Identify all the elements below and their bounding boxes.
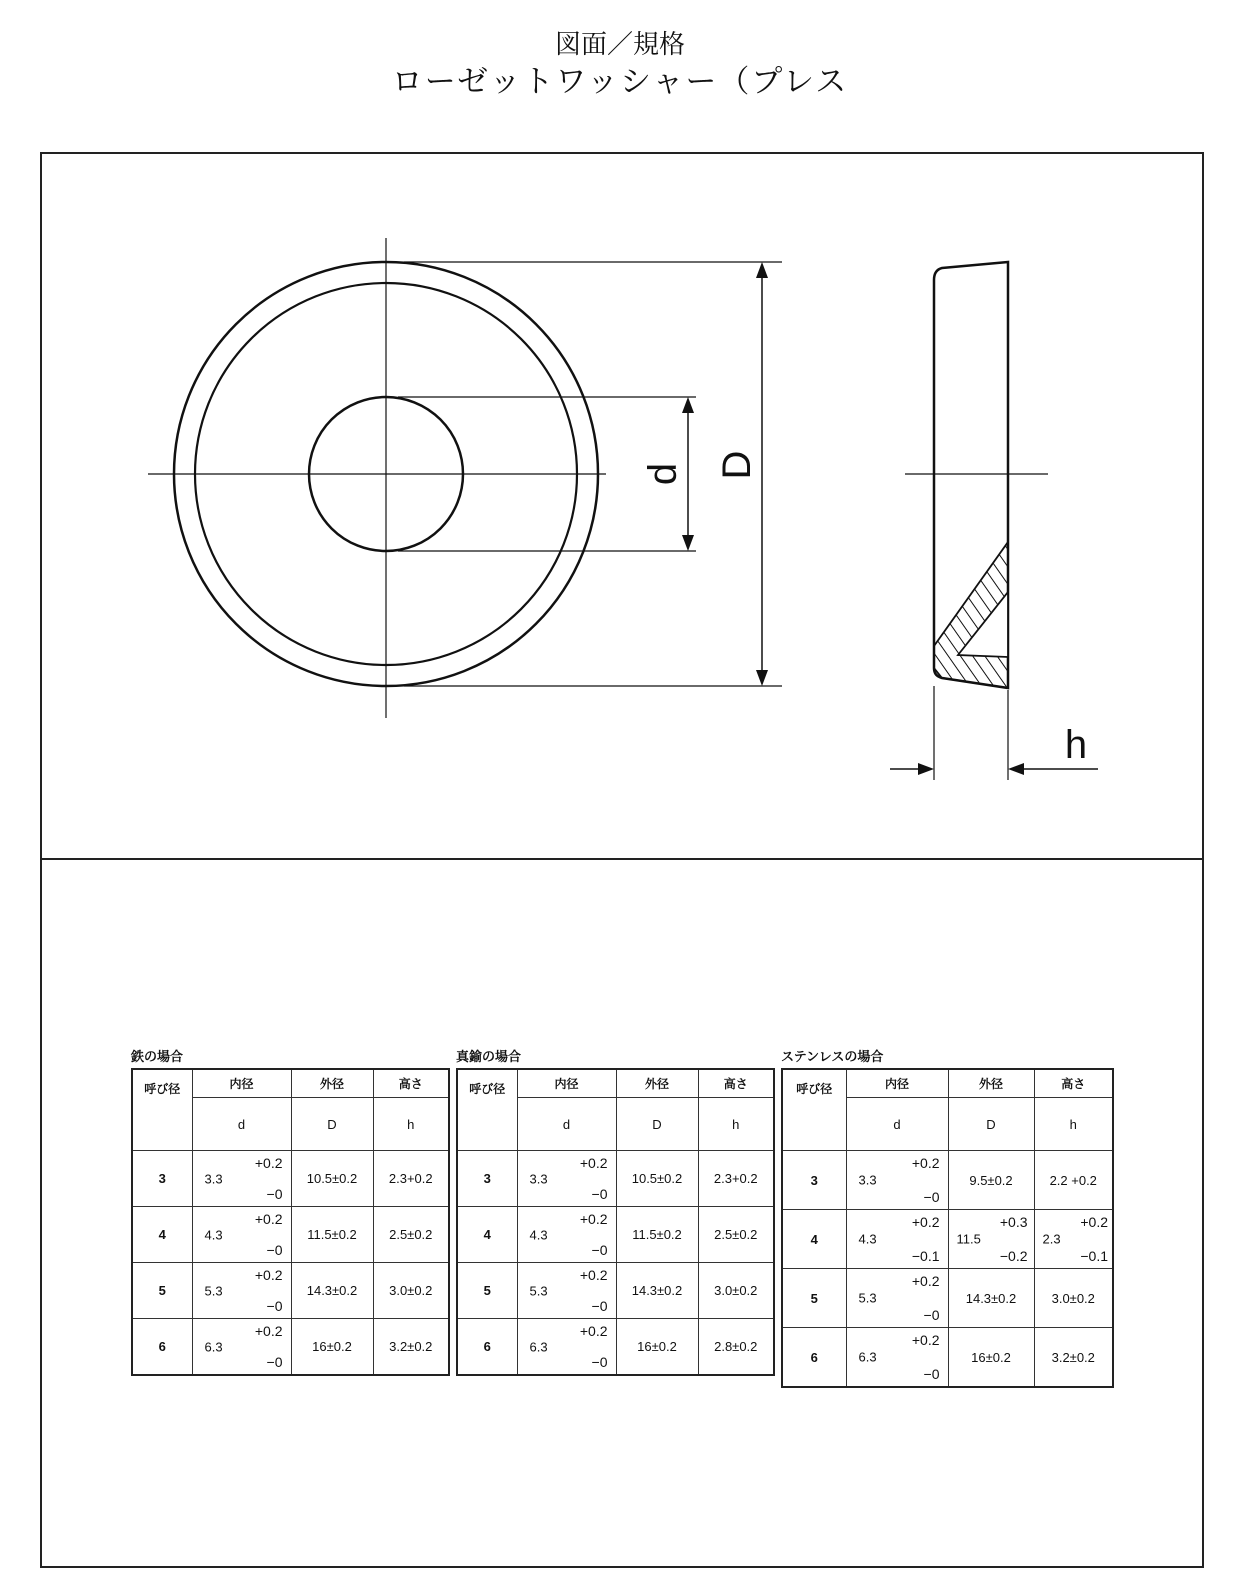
table-row <box>132 1207 449 1263</box>
label-h: h <box>1064 723 1088 767</box>
inner-diameter: 3.3 +0.2 −0 <box>846 1151 948 1210</box>
nominal-size: 6 <box>457 1319 517 1376</box>
inner-diameter: 5.3 +0.2 −0 <box>192 1263 291 1319</box>
outer-diameter: 11.5±0.2 <box>616 1207 698 1263</box>
outer-diameter: 10.5±0.2 <box>291 1151 373 1207</box>
inner-diameter: 6.3 +0.2 −0 <box>517 1319 616 1376</box>
height-value: 3.0±0.2 <box>1034 1269 1113 1328</box>
inner-diameter: 5.3 +0.2 −0 <box>517 1263 616 1319</box>
outer-diameter: 16±0.2 <box>291 1319 373 1376</box>
inner-diameter: 5.3 +0.2 −0 <box>846 1269 948 1328</box>
table-row <box>132 1319 449 1376</box>
table-row <box>132 1263 449 1319</box>
inner-diameter: 3.3 +0.2 −0 <box>517 1151 616 1207</box>
height-value: 2.3+0.2 <box>698 1151 774 1207</box>
header-nominal: 呼び径 <box>457 1069 517 1151</box>
header-outer: 外径 <box>948 1069 1034 1098</box>
header-height: 高さ <box>1034 1069 1113 1098</box>
table-caption: 鉄の場合 <box>131 1050 184 1065</box>
height-value: 2.5±0.2 <box>698 1207 774 1263</box>
symbol-h: h <box>373 1098 449 1151</box>
nominal-size: 6 <box>132 1319 192 1376</box>
inner-diameter: 6.3 +0.2 −0 <box>846 1328 948 1388</box>
outer-diameter: 10.5±0.2 <box>616 1151 698 1207</box>
height-value: 2.2 +0.2 <box>1034 1151 1113 1210</box>
table-row <box>782 1210 1113 1269</box>
height-value: 3.0±0.2 <box>698 1263 774 1319</box>
symbol-h: h <box>698 1098 774 1151</box>
nominal-size: 3 <box>132 1151 192 1207</box>
symbol-D: D <box>291 1098 373 1151</box>
side-view <box>905 262 1048 688</box>
page-title: ローゼットワッシャー（プレス <box>391 64 849 100</box>
header-height: 高さ <box>698 1069 774 1098</box>
inner-diameter: 3.3 +0.2 −0 <box>192 1151 291 1207</box>
table-caption: ステンレスの場合 <box>781 1050 884 1065</box>
nominal-size: 5 <box>457 1263 517 1319</box>
height-value: 2.8±0.2 <box>698 1319 774 1376</box>
table-row <box>457 1207 774 1263</box>
outer-diameter: 11.5±0.2 <box>291 1207 373 1263</box>
table-row <box>782 1269 1113 1328</box>
inner-diameter: 4.3 +0.2 −0 <box>517 1207 616 1263</box>
table-row <box>457 1319 774 1376</box>
header-nominal: 呼び径 <box>132 1069 192 1151</box>
header-inner: 内径 <box>517 1069 616 1098</box>
table-row <box>132 1151 449 1207</box>
outer-diameter: 14.3±0.2 <box>291 1263 373 1319</box>
height-value: 2.5±0.2 <box>373 1207 449 1263</box>
nominal-size: 4 <box>782 1210 846 1269</box>
label-D: D <box>715 450 759 480</box>
front-view <box>148 238 606 718</box>
label-d: d <box>641 462 685 486</box>
nominal-size: 4 <box>132 1207 192 1263</box>
table-row <box>457 1263 774 1319</box>
header-outer: 外径 <box>291 1069 373 1098</box>
header-inner: 内径 <box>192 1069 291 1098</box>
height-value: 3.2±0.2 <box>373 1319 449 1376</box>
symbol-d: d <box>846 1098 948 1151</box>
header-outer: 外径 <box>616 1069 698 1098</box>
inner-diameter: 4.3 +0.2 −0.1 <box>846 1210 948 1269</box>
header-height: 高さ <box>373 1069 449 1098</box>
symbol-D: D <box>948 1098 1034 1151</box>
table-row <box>457 1151 774 1207</box>
table-brass <box>456 1048 775 1376</box>
nominal-size: 5 <box>782 1269 846 1328</box>
height-value: 2.3+0.2 <box>373 1151 449 1207</box>
nominal-size: 3 <box>782 1151 846 1210</box>
inner-diameter: 6.3 +0.2 −0 <box>192 1319 291 1376</box>
inner-diameter: 4.3 +0.2 −0 <box>192 1207 291 1263</box>
header-nominal: 呼び径 <box>782 1069 846 1151</box>
nominal-size: 6 <box>782 1328 846 1388</box>
nominal-size: 5 <box>132 1263 192 1319</box>
table-caption: 真鍮の場合 <box>456 1050 522 1065</box>
symbol-d: d <box>192 1098 291 1151</box>
table-iron <box>131 1048 450 1376</box>
table-row <box>782 1328 1113 1388</box>
outer-diameter: 9.5±0.2 <box>948 1151 1034 1210</box>
symbol-D: D <box>616 1098 698 1151</box>
outer-diameter: 16±0.2 <box>948 1328 1034 1388</box>
height-value: 2.3 +0.2 −0.1 <box>1034 1210 1113 1269</box>
height-value: 3.2±0.2 <box>1034 1328 1113 1388</box>
table-row <box>782 1151 1113 1210</box>
page-subtitle: 図面／規格 <box>554 30 685 60</box>
height-value: 3.0±0.2 <box>373 1263 449 1319</box>
outer-diameter: 14.3±0.2 <box>616 1263 698 1319</box>
outer-diameter: 14.3±0.2 <box>948 1269 1034 1328</box>
symbol-d: d <box>517 1098 616 1151</box>
nominal-size: 3 <box>457 1151 517 1207</box>
outer-diameter: 16±0.2 <box>616 1319 698 1376</box>
header-inner: 内径 <box>846 1069 948 1098</box>
symbol-h: h <box>1034 1098 1113 1151</box>
nominal-size: 4 <box>457 1207 517 1263</box>
table-stainless <box>781 1048 1114 1388</box>
outer-diameter: 11.5 +0.3 −0.2 <box>948 1210 1034 1269</box>
